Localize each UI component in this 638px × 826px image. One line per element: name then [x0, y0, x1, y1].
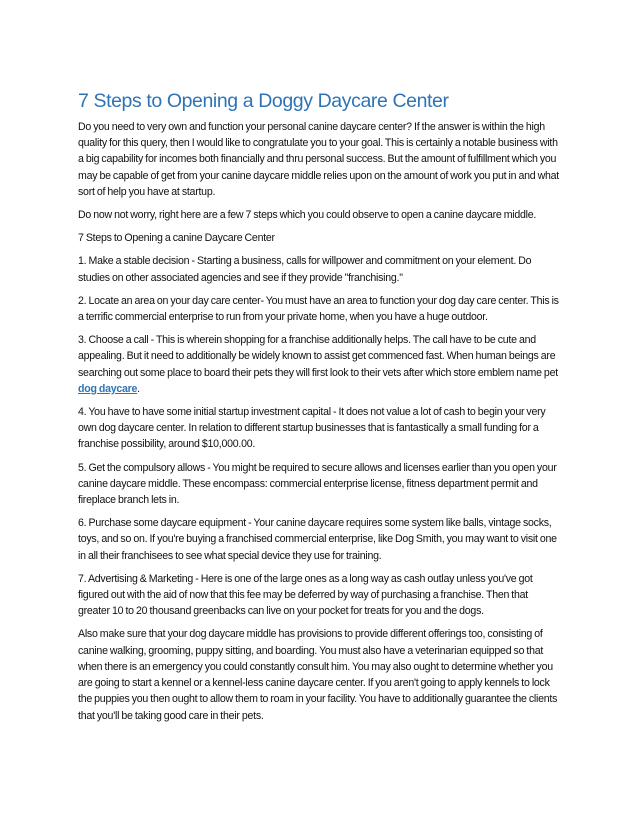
dog-daycare-link[interactable]: dog daycare [78, 382, 138, 395]
steps-intro-paragraph: Do now not worry, right here are a few 7 steps which you could observe to open a canine daycare middle. [78, 209, 537, 222]
step-5-paragraph: 5. Get the compulsory allows - You might be required to secure allows and licenses earlier than you open your canine daycare middle. These encompass: commercial enterprise license, fitness department permit and fireplace branch lets in. [78, 461, 557, 507]
step-3-paragraph [78, 332, 560, 397]
steps-heading: 7 Steps to Opening a canine Daycare Center [78, 232, 275, 245]
step-4-paragraph: 4. You have to have some initial startup investment capital - It does not value a lot of cash to begin your very own dog daycare center. In relation to different startup businesses that is fantastically a small funding for a franchise possibility, around $10,000.00. [78, 406, 546, 451]
step-3-text: 3. Choose a call - This is wherein shopping for a franchise additionally helps. The call have to be cute and appealing. But it need to additionally be widely known to assist get commenced fast. When human beings are searching out some place to board their pets they will first look to their vets after which store emblem name pet [78, 334, 558, 379]
step-3-period: . [137, 382, 140, 395]
document-title: 7 Steps to Opening a Doggy Daycare Center [78, 90, 449, 112]
document-page [78, 90, 560, 731]
closing-paragraph: Also make sure that your dog daycare middle has provisions to provide different offerings too, consisting of canine walking, grooming, puppy sitting, and boarding. You must also have a veterinarian equipped so that when there is an emergency you could constantly consult him. You may also ought to determine whether you are going to start a kennel or a kennel-less canine daycare center. If you aren't going to apply kennels to lock the puppies you then ought to allow them to roam in your facility. You have to additionally guarantee the clients that you'll be taking good care in their pets. [78, 628, 558, 722]
intro-paragraph: Do you need to very own and function your personal canine daycare center? If the answer is within the high quality for this query, then I would like to congratulate you to your goal. This is certainly a notable business with a big capability for incomes both financially and thru personal success. But the amount of fulfillment which you may be capable of get from your canine daycare middle relies upon on the amount of work you put in and what sort of help you have at startup. [78, 121, 559, 198]
step-2-paragraph: 2. Locate an area on your day care center- You must have an area to function your dog day care center. This is a terrific commercial enterprise to run from your private home, when you have a huge outdoor. [78, 294, 559, 324]
step-6-paragraph: 6. Purchase some daycare equipment - Your canine daycare requires some system like balls, vintage socks, toys, and so on. If you're buying a franchised commercial enterprise, like Dog Smith, you may want to visit one in all their franchisees to see what special device they use for training. [78, 517, 557, 562]
step-1-paragraph: 1. Make a stable decision - Starting a business, calls for willpower and commitment on your element. Do studies on other associated agencies and see if they provide "franchising." [78, 255, 532, 284]
step-7-paragraph: 7. Advertising & Marketing - Here is one of the large ones as a long way as cash outlay unless you've got figured out with the aid of now that this fee may be deferred by way of purchasing a franchise. Then that greater 10 to 20 thousand greenbacks can live on your pocket for treats for you and the dogs. [78, 572, 533, 618]
